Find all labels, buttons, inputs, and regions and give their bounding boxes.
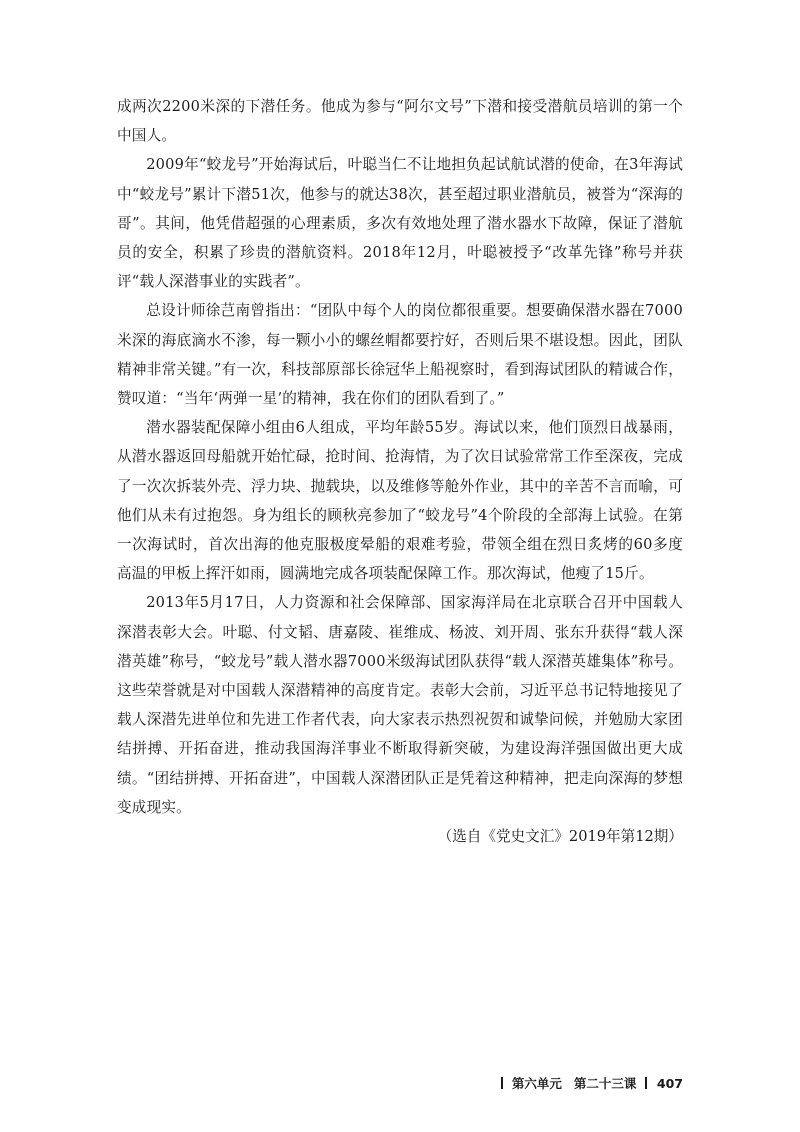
footer-divider-left: [501, 1077, 503, 1089]
paragraph-commendation-conference: 2013年5月17日，人力资源和社会保障部、国家海洋局在北京联合召开中国载人深潜表彰大会。叶聪、付文韬、唐嘉陵、崔维成、杨波、刘开周、张东升获得“载人深潜英雄”称号，“蛟龙号”载人潜水器7000米级海试团队获得“载人深潜英雄集体”称号。这些荣誉就是对中国载人深潜精神的高度肯定。表彰大会前，习近平总书记特地接见了载人深潜先进单位和先进工作者代表，向大家表示热烈祝贺和诚挚问候，并勉励大家团结拼搏、开拓奋进，推动我国海洋事业不断取得新突破，为建设海洋强国做出更大成绩。“团结拼搏、开拓奋进”，中国载人深潜团队正是凭着这种精神，把走向深海的梦想变成现实。: [117, 594, 683, 816]
page-footer: [501, 1074, 683, 1092]
footer-divider-right: [645, 1077, 647, 1089]
footer-unit: 第六单元: [511, 1076, 562, 1091]
paragraph-ye-cong-sea-trials: 2009年“蛟龙号”开始海试后，叶聪当仁不让地担负起试航试潜的使命，在3年海试中“蛟龙号”累计下潜51次，他参与的就达38次，甚至超过职业潜航员，被誉为“深海的哥”。其间，他凭借超强的心理素质，多次有效地处理了潜水器水下故障，保证了潜航员的安全，积累了珍贵的潜航资料。2018年12月，叶聪被授予“改革先锋”称号并获评“载人深潜事业的实践者”。: [117, 156, 683, 291]
article-body: [117, 92, 683, 851]
paragraph-continuation: 成两次2200米深的下潜任务。他成为参与“阿尔文号”下潜和接受潜航员培训的第一个中国人。: [117, 98, 683, 145]
paragraph-team-spirit-quote: 总设计师徐芑南曾指出：“团队中每个人的岗位都很重要。想要确保潜水器在7000米深的海底滴水不渗，每一颗小小的螺丝帽都要拧好，否则后果不堪设想。因此，团队精神非常关键。”有一次，科技部原部长徐冠华上船视察时，看到海试团队的精诚合作，赞叹道：“当年‘两弹一星’的精神，我在你们的团队看到了。”: [117, 302, 683, 408]
source-citation: （选自《党史文汇》2019年第12期）: [437, 828, 683, 846]
paragraph-assembly-team: 潜水器装配保障小组由6人组成，平均年龄55岁。海试以来，他们顶烈日战暴雨，从潜水器返回母船就开始忙碌，抢时间、抢海情，为了次日试验常常工作至深夜，完成了一次次拆装外壳、浮力块、抛载块，以及维修等舱外作业，其中的辛苦不言而喻，可他们从未有过抱怨。身为组长的顾秋亮参加了“蛟龙号”4个阶段的全部海上试验。在第一次海试时，首次出海的他克服极度晕船的艰难考验，带领全组在烈日炙烤的60多度高温的甲板上挥汗如雨，圆满地完成各项装配保障工作。那次海试，他瘦了15斤。: [117, 419, 683, 583]
page-number: 407: [656, 1075, 683, 1091]
footer-lesson: 第二十三课: [573, 1076, 637, 1091]
